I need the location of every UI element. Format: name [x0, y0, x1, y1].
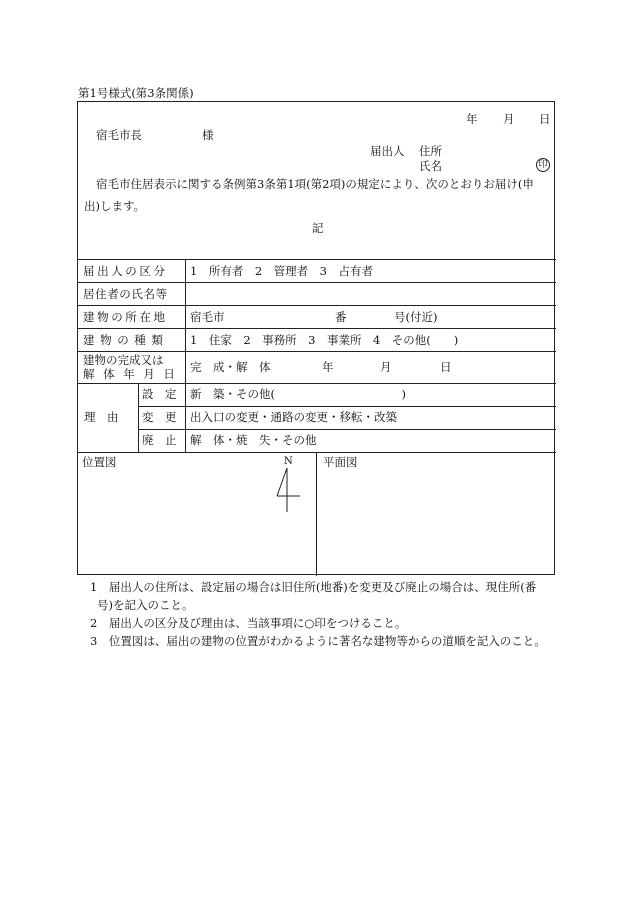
- reason-set-label: 設 定: [142, 387, 177, 401]
- seal-mark: 印: [536, 158, 550, 172]
- resident-name-label: 居住者の氏名等: [83, 287, 168, 301]
- note-1: 1 届出人の住所は、設定届の場合は旧住所(地番)を変更及び廃止の場合は、現住所(番: [90, 580, 537, 594]
- location-city: 宿毛市: [190, 310, 225, 324]
- location-go: 号(付近): [394, 310, 438, 324]
- ki-mark: 記: [312, 221, 324, 235]
- body-line-1: 宿毛市住居表示に関する条例第3条第1項(第2項)の規定により、次のとおりお届け(申: [96, 177, 534, 191]
- location-label: 建物の所在地: [83, 310, 168, 324]
- honorific: 様: [202, 128, 214, 142]
- date-month: 月: [503, 112, 515, 126]
- date-day: 日: [539, 112, 551, 126]
- north-arrow-icon: [274, 466, 304, 514]
- location-ban: 番: [335, 310, 347, 324]
- date-year: 年: [466, 112, 478, 126]
- reason-set-value: 新 築・その他( ): [190, 387, 406, 401]
- location-map-label: 位置図: [82, 455, 117, 469]
- body-line-2: 出)します。: [84, 199, 146, 213]
- floor-plan-label: 平面図: [323, 455, 358, 469]
- form-label: 第1号様式(第3条関係): [78, 86, 194, 100]
- building-type-value: 1 住家 2 事務所 3 事業所 4 その他( ): [190, 333, 459, 347]
- reason-change-value: 出入口の変更・通路の変更・移転・改築: [190, 410, 397, 424]
- completion-label-2: 解体年月日: [83, 367, 184, 381]
- name-label: 氏名: [419, 159, 442, 173]
- form-frame: [77, 101, 555, 575]
- reason-change-label: 変 更: [142, 410, 177, 424]
- note-3: 3 位置図は、届出の建物の位置がわかるように著名な建物等からの道順を記入のこと。: [90, 634, 546, 648]
- completion-year: 年: [322, 360, 334, 374]
- building-type-label: 建物の種類: [83, 333, 169, 347]
- completion-month: 月: [380, 360, 392, 374]
- applicant-label: 届出人: [370, 144, 405, 158]
- applicant-type-label: 届出人の区分: [83, 264, 168, 278]
- note-2: 2 届出人の区分及び理由は、当該事項に○印をつけること。: [90, 616, 407, 630]
- reason-abolish-value: 解 体・焼 失・その他: [190, 433, 317, 447]
- applicant-type-value: 1 所有者 2 管理者 3 占有者: [190, 264, 373, 278]
- completion-label-1: 建物の完成又は: [83, 353, 164, 367]
- completion-value: 完 成・解 体: [190, 360, 271, 374]
- completion-day: 日: [440, 360, 452, 374]
- reason-label: 理 由: [84, 410, 119, 424]
- north-label: N: [284, 456, 293, 467]
- address-label: 住所: [419, 144, 442, 158]
- addressee: 宿毛市長: [96, 128, 142, 142]
- reason-abolish-label: 廃 止: [142, 433, 177, 447]
- note-1-cont: 号)を記入のこと。: [97, 598, 194, 612]
